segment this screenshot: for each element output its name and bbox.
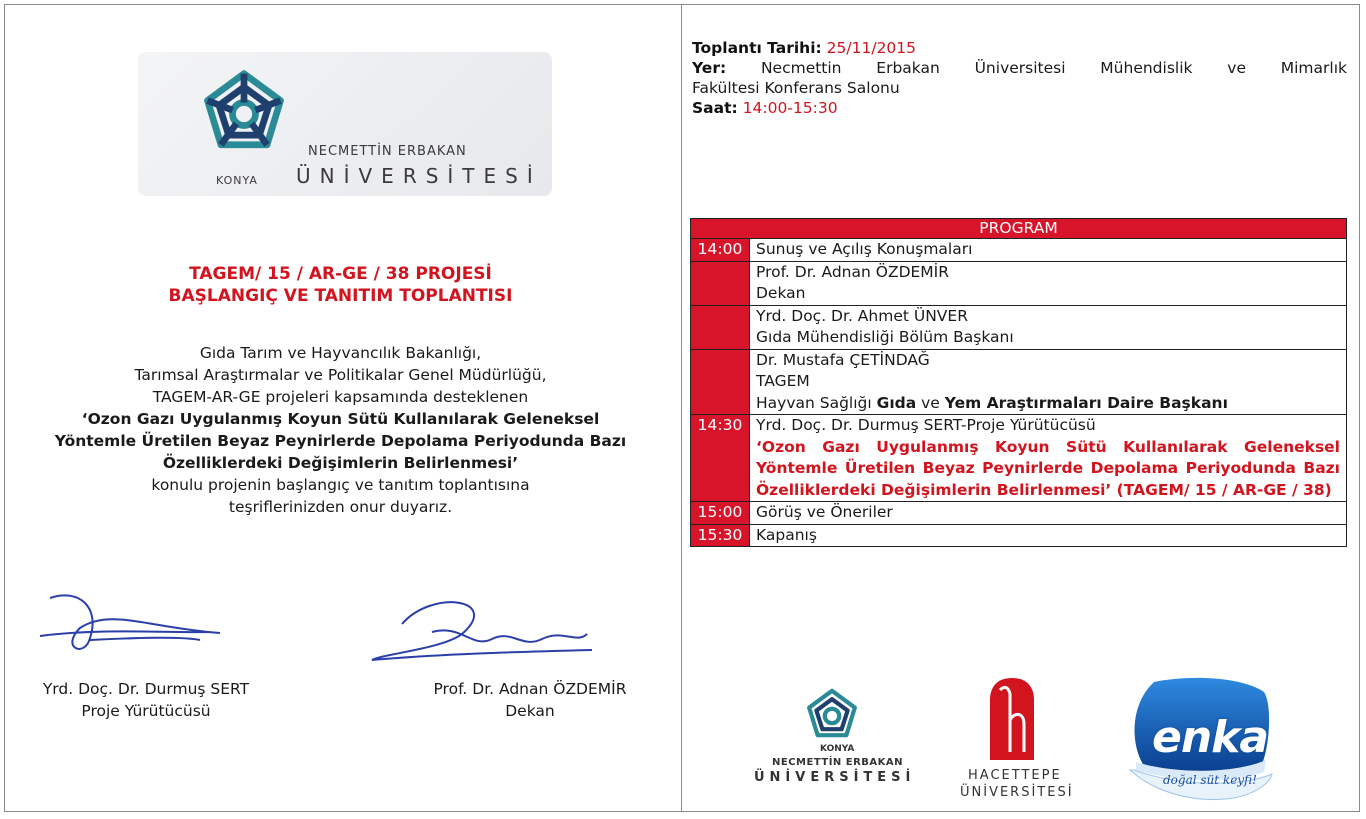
invite-line: konulu projenin başlangıç ve tanıtım toplantısına — [151, 476, 530, 494]
program-table — [690, 218, 1347, 547]
program-header: PROGRAM — [691, 219, 1347, 239]
enka-slogan: doğal süt keyfi! — [1163, 773, 1257, 787]
table-row — [691, 349, 1347, 415]
time-value: 14:00-15:30 — [742, 99, 838, 117]
date-label: Toplantı Tarihi: — [692, 39, 822, 57]
program-item: Yrd. Doç. Dr. Durmuş SERT-Proje Yürütücüsü ‘Ozon Gazı Uygulanmış Koyun Sütü Kullanılarak Geleneksel Yöntemle Üretilen Beyaz Peynirlerde Depolama Periyodunda Bazı Özelliklerdeki Değişimlerin Belirlenmesi’ (TAGEM/ 15 / AR-GE / 38) — [750, 415, 1347, 502]
program-item: Sunuş ve Açılış Konuşmaları — [750, 239, 1347, 262]
invite-line: teşriflerinizden onur duyarız. — [228, 498, 453, 516]
neu-university: ÜNİVERSİTESİ — [754, 770, 916, 785]
logo-name: NECMETTİN ERBAKAN — [308, 144, 467, 159]
signatory-role: Proje Yürütücüsü — [81, 702, 211, 720]
time-label: Saat: — [692, 99, 738, 117]
program-time: 14:00 — [691, 239, 750, 262]
signatory-name: Yrd. Doç. Dr. Durmuş SERT — [42, 680, 250, 698]
table-row — [691, 415, 1347, 502]
meeting-details — [692, 38, 1347, 118]
program-item: Yrd. Doç. Dr. Ahmet ÜNVER Gıda Mühendisliği Bölüm Başkanı — [750, 305, 1347, 349]
program-time: 15:30 — [691, 524, 750, 547]
invite-project-title: Yöntemle Üretilen Beyaz Peynirlerde Depolama Periyodunda Bazı — [54, 432, 627, 450]
place-value-1: Necmettin Erbakan Üniversitesi Mühendislik ve Mimarlık — [760, 59, 1347, 77]
program-item: Prof. Dr. Adnan ÖZDEMİR Dekan — [750, 261, 1347, 305]
center-divider — [681, 4, 682, 812]
necmettin-erbakan-small-knot-icon — [800, 686, 864, 746]
table-row — [691, 502, 1347, 525]
place-label: Yer: — [692, 59, 727, 77]
handwritten-signature-icon — [362, 594, 602, 674]
invite-line: Tarımsal Araştırmalar ve Politikalar Genel Müdürlüğü, — [134, 366, 547, 384]
invitation-text — [0, 342, 681, 518]
program-item: Görüş ve Öneriler — [750, 502, 1347, 525]
enka-brand-word: enka — [1152, 712, 1269, 763]
program-time: 14:30 — [691, 415, 750, 502]
hacettepe-name: HACETTEPE — [968, 768, 1062, 783]
place-value-2: Fakültesi Konferans Salonu — [692, 79, 900, 97]
meeting-date — [692, 38, 1347, 58]
neu-city: KONYA — [820, 744, 855, 754]
project-title-line1: TAGEM/ 15 / AR-GE / 38 PROJESİ — [189, 264, 492, 284]
neu-name: NECMETTİN ERBAKAN — [772, 757, 904, 768]
logo-city: KONYA — [216, 174, 258, 187]
program-time — [691, 349, 750, 415]
program-item: Dr. Mustafa ÇETİNDAĞ TAGEM Hayvan Sağlığı Gıda ve Yem Araştırmaları Daire Başkanı — [750, 349, 1347, 415]
handwritten-signature-icon — [30, 588, 230, 668]
table-row — [691, 524, 1347, 547]
university-logo-card — [138, 52, 552, 196]
project-title-line2: BAŞLANGIÇ VE TANITIM TOPLANTISI — [168, 286, 513, 306]
invite-project-title: Özelliklerdeki Değişimlerin Belirlenmesi’ — [162, 454, 519, 472]
program-item: Kapanış — [750, 524, 1347, 547]
invite-line: TAGEM-AR-GE projeleri kapsamında desteklenen — [152, 388, 529, 406]
invite-line: Gıda Tarım ve Hayvancılık Bakanlığı, — [199, 344, 482, 362]
logo-university: ÜNİVERSİTESİ — [296, 164, 542, 188]
program-time: 15:00 — [691, 502, 750, 525]
table-row — [691, 239, 1347, 262]
invite-project-title: ‘Ozon Gazı Uygulanmış Koyun Sütü Kullanılarak Geleneksel — [81, 410, 600, 428]
signatory-role: Dekan — [505, 702, 555, 720]
hacettepe-h-icon — [988, 676, 1036, 762]
meeting-time — [692, 98, 1347, 118]
program-time — [691, 305, 750, 349]
necmettin-erbakan-knot-icon — [196, 66, 292, 162]
signatory-name: Prof. Dr. Adnan ÖZDEMİR — [433, 680, 627, 698]
program-project-title: ‘Ozon Gazı Uygulanmış Koyun Sütü Kullanılarak Geleneksel Yöntemle Üretilen Beyaz Peynirlerde Depolama Periyodunda Bazı Özelliklerdeki Değişimlerin Belirlenmesi’ (TAGEM/ 15 / AR-GE / 38) — [756, 437, 1340, 499]
hacettepe-university: ÜNİVERSİTESİ — [960, 785, 1074, 800]
date-value: 25/11/2015 — [826, 39, 917, 57]
meeting-place — [692, 58, 1347, 78]
program-time — [691, 261, 750, 305]
table-row — [691, 305, 1347, 349]
table-row — [691, 261, 1347, 305]
